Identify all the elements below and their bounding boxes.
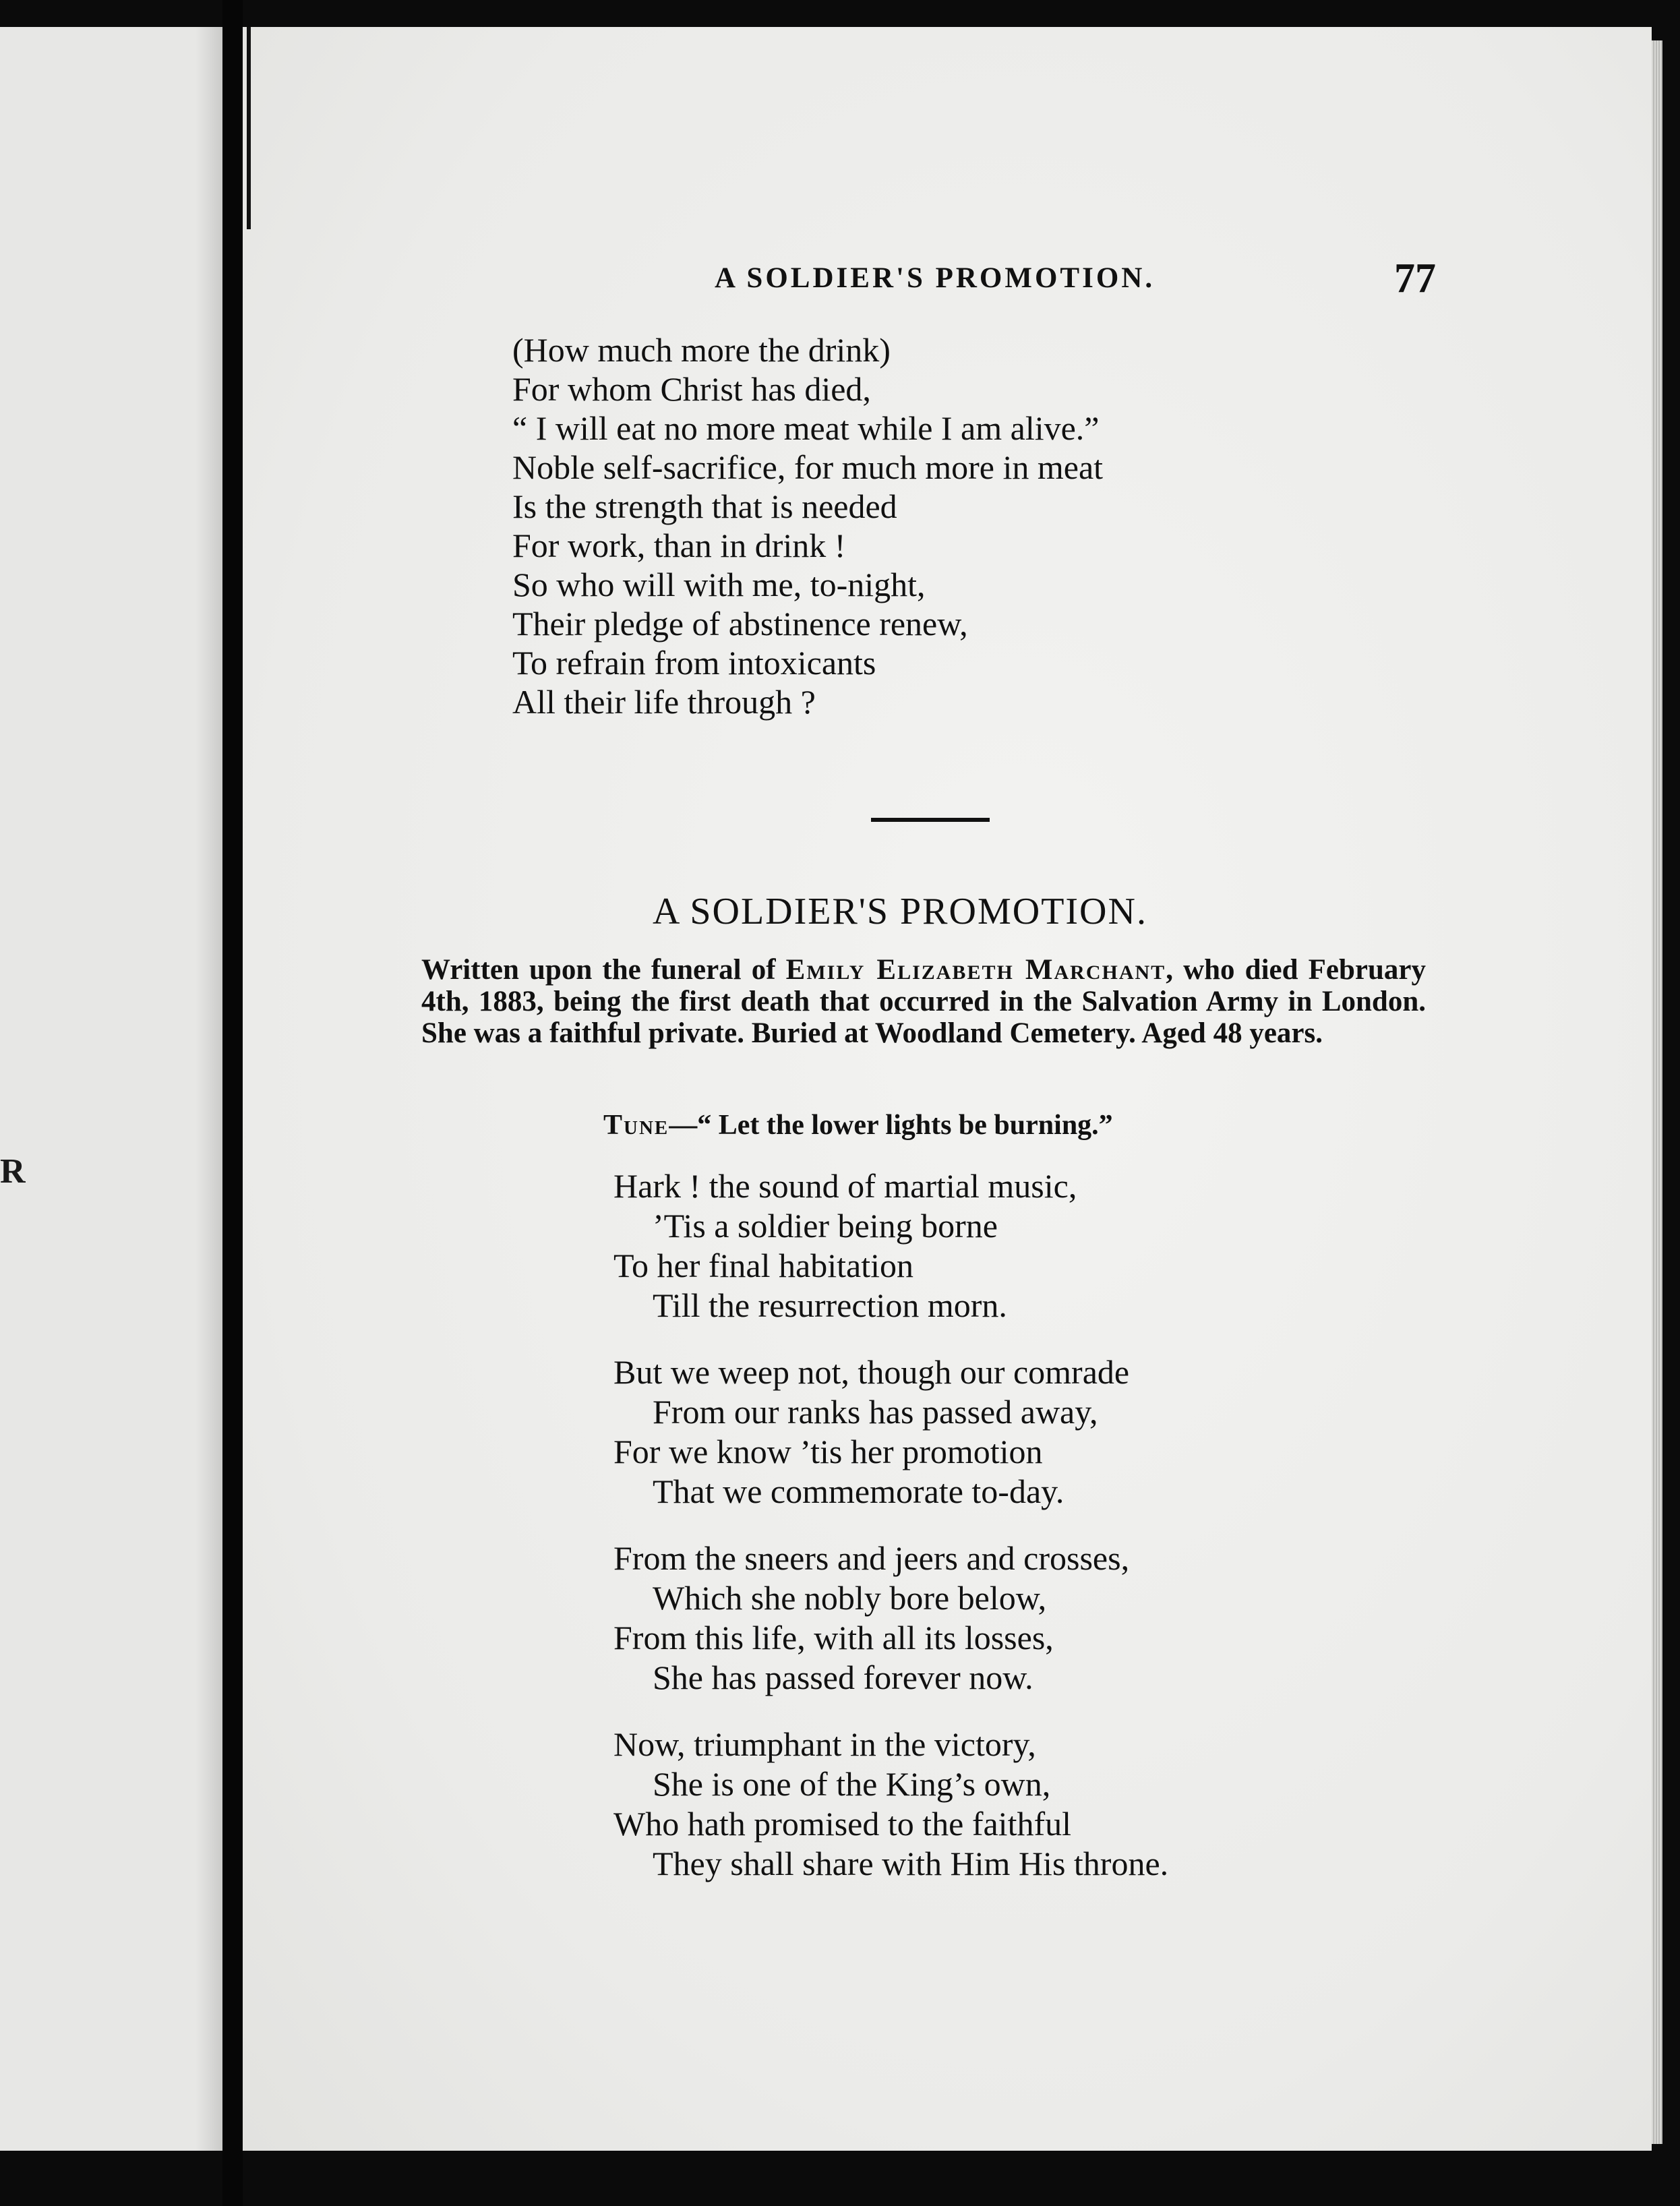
stanza [613, 1166, 1422, 1325]
section-divider [871, 818, 990, 822]
tune-text: —“ Let the lower lights be burning.” [669, 1110, 1113, 1141]
poem-line: For whom Christ has died, [512, 370, 871, 408]
poem-line: To refrain from intoxicants [512, 644, 876, 682]
poem-line: For work, than in drink ! [512, 527, 846, 564]
stanza-line: She has passed forever now. [653, 1659, 1033, 1696]
stanza-line: For we know ’tis her promotion [613, 1433, 1043, 1470]
stanza-line: Who hath promised to the faithful [613, 1805, 1072, 1843]
poem-line: Is the strength that is needed [512, 487, 897, 525]
running-head: A SOLDIER'S PROMOTION. [715, 262, 1156, 294]
stanza-line: ’Tis a soldier being borne [653, 1207, 998, 1245]
hymn [613, 1166, 1422, 1911]
stanza-line: From the sneers and jeers and crosses, [613, 1539, 1130, 1577]
stanza-line: Hark ! the sound of martial music, [613, 1167, 1077, 1205]
tune-label: Tune [603, 1110, 669, 1141]
poem-line: (How much more the drink) [512, 331, 891, 369]
spine-shadow [196, 27, 222, 2151]
left-page [0, 27, 224, 2151]
poem-line: “ I will eat no more meat while I am alive.” [512, 409, 1100, 447]
stanza-line: Now, triumphant in the victory, [613, 1725, 1036, 1763]
poem-line: So who will with me, to-night, [512, 566, 926, 603]
left-page-margin-letter: R [0, 1152, 26, 1191]
poem-intro [421, 954, 1426, 1049]
poem-title: A SOLDIER'S PROMOTION. [653, 891, 1147, 932]
stanza-line: But we weep not, though our comrade [613, 1353, 1130, 1391]
stanza-line: From this life, with all its losses, [613, 1619, 1054, 1657]
stanza-line: Which she nobly bore below, [653, 1579, 1047, 1617]
intro-text-before: Written upon the funeral of [421, 954, 786, 986]
intro-name: Emily Elizabeth Marchant [785, 954, 1166, 986]
stanza [613, 1352, 1422, 1512]
intro-text-after: , who died February 4th, 1883, being the first death that occurred in the Salvation Army in London. She was a faithful private. Buried at Woodland Cemetery. Aged 48 years. [421, 954, 1426, 1049]
gutter-line [247, 27, 251, 229]
stanza-line: That we commemorate to-day. [653, 1472, 1064, 1510]
continued-poem [512, 330, 1389, 721]
stanza-line: Till the resurrection morn. [653, 1286, 1007, 1324]
stanza [613, 1539, 1422, 1698]
stanza-line: To her final habitation [613, 1247, 913, 1284]
book-gutter [222, 0, 243, 2206]
page-edges [1652, 40, 1662, 2144]
poem-line: Noble self-sacrifice, for much more in meat [512, 448, 1104, 486]
stanza-line: They shall share with Him His throne. [653, 1845, 1169, 1882]
page-number: 77 [1394, 256, 1436, 301]
poem-line: Their pledge of abstinence renew, [512, 605, 968, 643]
poem-line: All their life through ? [512, 683, 816, 721]
tune-line [603, 1109, 1113, 1141]
stanza-line: She is one of the King’s own, [653, 1765, 1051, 1803]
stanza-line: From our ranks has passed away, [653, 1393, 1098, 1431]
stanza [613, 1725, 1422, 1884]
